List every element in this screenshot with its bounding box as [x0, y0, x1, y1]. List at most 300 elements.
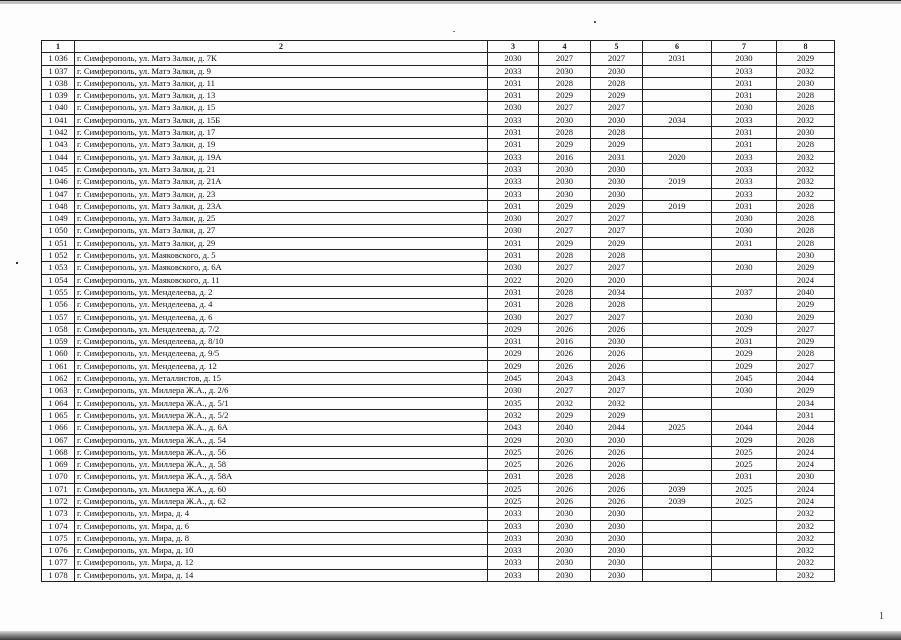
cell-year-col-5: 2026 — [591, 459, 643, 471]
cell-year-col-7 — [712, 545, 777, 557]
cell-row-number: 1 039 — [42, 90, 75, 102]
column-header: 5 — [591, 41, 643, 53]
cell-year-col-7: 2030 — [712, 225, 777, 237]
cell-row-number: 1 076 — [42, 545, 75, 557]
cell-row-number: 1 056 — [42, 299, 75, 311]
cell-year-col-6 — [643, 471, 712, 483]
cell-year-col-6 — [643, 569, 712, 581]
table-row — [42, 299, 835, 311]
cell-year-col-7: 2030 — [712, 385, 777, 397]
cell-year-col-4: 2028 — [539, 250, 591, 262]
cell-year-col-4: 2026 — [539, 360, 591, 372]
table-row — [42, 409, 835, 421]
table-row — [42, 385, 835, 397]
cell-year-col-3: 2031 — [488, 336, 539, 348]
cell-year-col-3: 2035 — [488, 397, 539, 409]
table-row — [42, 557, 835, 569]
cell-year-col-6 — [643, 163, 712, 175]
cell-year-col-8: 2034 — [777, 397, 835, 409]
cell-year-col-3: 2031 — [488, 77, 539, 89]
cell-row-number: 1 070 — [42, 471, 75, 483]
cell-year-col-3: 2022 — [488, 274, 539, 286]
cell-address: г. Симферополь, ул. Миллера Ж.А., д. 58А — [75, 471, 488, 483]
cell-year-col-5: 2030 — [591, 508, 643, 520]
cell-year-col-5: 2029 — [591, 139, 643, 151]
cell-year-col-3: 2033 — [488, 545, 539, 557]
cell-year-col-7: 2031 — [712, 200, 777, 212]
cell-row-number: 1 073 — [42, 508, 75, 520]
cell-year-col-5: 2030 — [591, 520, 643, 532]
cell-address: г. Симферополь, ул. Металлистов, д. 15 — [75, 373, 488, 385]
cell-year-col-3: 2033 — [488, 163, 539, 175]
cell-year-col-4: 2027 — [539, 262, 591, 274]
cell-row-number: 1 061 — [42, 360, 75, 372]
cell-year-col-8: 2040 — [777, 286, 835, 298]
cell-address: г. Симферополь, ул. Менделеева, д. 2 — [75, 286, 488, 298]
table-row — [42, 422, 835, 434]
cell-address: г. Симферополь, ул. Матэ Залки, д. 25 — [75, 213, 488, 225]
cell-year-col-4: 2029 — [539, 237, 591, 249]
cell-row-number: 1 062 — [42, 373, 75, 385]
table-row — [42, 336, 835, 348]
table-header-row — [42, 41, 835, 53]
cell-year-col-8: 2044 — [777, 422, 835, 434]
table-row — [42, 286, 835, 298]
cell-year-col-4: 2030 — [539, 508, 591, 520]
cell-year-col-4: 2016 — [539, 151, 591, 163]
cell-row-number: 1 043 — [42, 139, 75, 151]
cell-address: г. Симферополь, ул. Менделеева, д. 6 — [75, 311, 488, 323]
cell-year-col-5: 2034 — [591, 286, 643, 298]
cell-year-col-6 — [643, 520, 712, 532]
cell-year-col-7: 2033 — [712, 163, 777, 175]
table-row — [42, 250, 835, 262]
cell-year-col-6 — [643, 299, 712, 311]
cell-address: г. Симферополь, ул. Маяковского, д. 5 — [75, 250, 488, 262]
cell-year-col-8: 2032 — [777, 545, 835, 557]
table-row — [42, 495, 835, 507]
cell-year-col-8: 2028 — [777, 90, 835, 102]
cell-year-col-4: 2030 — [539, 176, 591, 188]
cell-year-col-3: 2033 — [488, 508, 539, 520]
cell-year-col-6 — [643, 139, 712, 151]
table-row — [42, 545, 835, 557]
cell-year-col-3: 2025 — [488, 446, 539, 458]
cell-year-col-3: 2031 — [488, 200, 539, 212]
cell-year-col-8: 2024 — [777, 495, 835, 507]
cell-year-col-3: 2032 — [488, 409, 539, 421]
cell-year-col-5: 2029 — [591, 409, 643, 421]
cell-row-number: 1 036 — [42, 53, 75, 65]
cell-year-col-6 — [643, 373, 712, 385]
cell-year-col-4: 2016 — [539, 336, 591, 348]
scan-speck — [594, 21, 596, 23]
cell-year-col-4: 2028 — [539, 127, 591, 139]
column-header: 8 — [777, 41, 835, 53]
cell-year-col-8: 2028 — [777, 102, 835, 114]
table-row — [42, 434, 835, 446]
cell-year-col-6 — [643, 459, 712, 471]
cell-year-col-6 — [643, 545, 712, 557]
cell-address: г. Симферополь, ул. Миллера Ж.А., д. 6А — [75, 422, 488, 434]
cell-year-col-7: 2031 — [712, 139, 777, 151]
cell-year-col-4: 2030 — [539, 545, 591, 557]
cell-year-col-5: 2027 — [591, 262, 643, 274]
table-row — [42, 237, 835, 249]
cell-year-col-6 — [643, 557, 712, 569]
cell-year-col-8: 2032 — [777, 532, 835, 544]
cell-year-col-5: 2032 — [591, 397, 643, 409]
cell-year-col-8: 2032 — [777, 188, 835, 200]
cell-year-col-4: 2030 — [539, 557, 591, 569]
table-row — [42, 188, 835, 200]
cell-year-col-6 — [643, 336, 712, 348]
cell-year-col-4: 2028 — [539, 299, 591, 311]
scan-top-line — [0, 0, 901, 1]
cell-address: г. Симферополь, ул. Менделеева, д. 4 — [75, 299, 488, 311]
cell-year-col-7: 2037 — [712, 286, 777, 298]
table-row — [42, 225, 835, 237]
cell-year-col-3: 2031 — [488, 139, 539, 151]
cell-address: г. Симферополь, ул. Мира, д. 6 — [75, 520, 488, 532]
cell-row-number: 1 074 — [42, 520, 75, 532]
cell-year-col-8: 2024 — [777, 446, 835, 458]
cell-year-col-8: 2028 — [777, 213, 835, 225]
cell-year-col-8: 2028 — [777, 348, 835, 360]
cell-year-col-4: 2043 — [539, 373, 591, 385]
cell-year-col-6 — [643, 348, 712, 360]
cell-year-col-5: 2028 — [591, 250, 643, 262]
cell-row-number: 1 063 — [42, 385, 75, 397]
cell-year-col-5: 2027 — [591, 102, 643, 114]
cell-year-col-3: 2031 — [488, 250, 539, 262]
cell-year-col-4: 2030 — [539, 434, 591, 446]
cell-row-number: 1 050 — [42, 225, 75, 237]
cell-year-col-7 — [712, 409, 777, 421]
cell-year-col-6 — [643, 90, 712, 102]
cell-year-col-5: 2027 — [591, 213, 643, 225]
cell-year-col-3: 2029 — [488, 360, 539, 372]
cell-year-col-6 — [643, 323, 712, 335]
cell-year-col-7: 2025 — [712, 459, 777, 471]
cell-year-col-4: 2030 — [539, 532, 591, 544]
cell-year-col-6 — [643, 188, 712, 200]
cell-year-col-7 — [712, 250, 777, 262]
cell-year-col-8: 2032 — [777, 163, 835, 175]
cell-year-col-8: 2029 — [777, 385, 835, 397]
cell-year-col-5: 2030 — [591, 532, 643, 544]
cell-year-col-8: 2028 — [777, 139, 835, 151]
cell-row-number: 1 064 — [42, 397, 75, 409]
cell-year-col-7: 2045 — [712, 373, 777, 385]
cell-year-col-5: 2026 — [591, 360, 643, 372]
cell-address: г. Симферополь, ул. Матэ Залки, д. 15Б — [75, 114, 488, 126]
cell-year-col-6 — [643, 225, 712, 237]
cell-address: г. Симферополь, ул. Матэ Залки, д. 15 — [75, 102, 488, 114]
cell-year-col-4: 2026 — [539, 323, 591, 335]
cell-year-col-6 — [643, 360, 712, 372]
cell-address: г. Симферополь, ул. Матэ Залки, д. 13 — [75, 90, 488, 102]
cell-year-col-8: 2032 — [777, 508, 835, 520]
cell-year-col-7: 2031 — [712, 90, 777, 102]
cell-year-col-3: 2030 — [488, 385, 539, 397]
cell-year-col-7: 2025 — [712, 483, 777, 495]
cell-address: г. Симферополь, ул. Матэ Залки, д. 21 — [75, 163, 488, 175]
table-row — [42, 508, 835, 520]
table-row — [42, 311, 835, 323]
cell-address: г. Симферополь, ул. Матэ Залки, д. 21А — [75, 176, 488, 188]
cell-year-col-3: 2030 — [488, 213, 539, 225]
cell-year-col-8: 2029 — [777, 336, 835, 348]
cell-year-col-5: 2026 — [591, 348, 643, 360]
cell-row-number: 1 049 — [42, 213, 75, 225]
cell-row-number: 1 038 — [42, 77, 75, 89]
cell-year-col-7: 2025 — [712, 446, 777, 458]
cell-address: г. Симферополь, ул. Миллера Ж.А., д. 54 — [75, 434, 488, 446]
cell-year-col-4: 2029 — [539, 409, 591, 421]
cell-address: г. Симферополь, ул. Миллера Ж.А., д. 5/1 — [75, 397, 488, 409]
cell-year-col-4: 2027 — [539, 213, 591, 225]
cell-address: г. Симферополь, ул. Матэ Залки, д. 29 — [75, 237, 488, 249]
cell-year-col-7 — [712, 532, 777, 544]
cell-year-col-4: 2026 — [539, 483, 591, 495]
cell-year-col-6: 2020 — [643, 151, 712, 163]
cell-year-col-8: 2029 — [777, 299, 835, 311]
table-row — [42, 262, 835, 274]
cell-row-number: 1 047 — [42, 188, 75, 200]
table-row — [42, 139, 835, 151]
cell-year-col-7: 2031 — [712, 127, 777, 139]
cell-year-col-3: 2031 — [488, 471, 539, 483]
cell-year-col-7: 2030 — [712, 311, 777, 323]
cell-year-col-8: 2030 — [777, 471, 835, 483]
table-row — [42, 446, 835, 458]
cell-year-col-3: 2030 — [488, 225, 539, 237]
cell-year-col-5: 2028 — [591, 471, 643, 483]
cell-address: г. Симферополь, ул. Мира, д. 12 — [75, 557, 488, 569]
table-row — [42, 151, 835, 163]
cell-year-col-4: 2030 — [539, 163, 591, 175]
cell-year-col-8: 2032 — [777, 65, 835, 77]
cell-year-col-4: 2026 — [539, 459, 591, 471]
cell-year-col-6: 2034 — [643, 114, 712, 126]
cell-year-col-3: 2033 — [488, 151, 539, 163]
cell-address: г. Симферополь, ул. Матэ Залки, д. 23 — [75, 188, 488, 200]
cell-year-col-5: 2043 — [591, 373, 643, 385]
cell-year-col-7: 2030 — [712, 53, 777, 65]
cell-year-col-4: 2029 — [539, 139, 591, 151]
table-body — [42, 53, 835, 582]
cell-row-number: 1 048 — [42, 200, 75, 212]
cell-year-col-3: 2045 — [488, 373, 539, 385]
cell-row-number: 1 068 — [42, 446, 75, 458]
cell-year-col-7: 2029 — [712, 323, 777, 335]
cell-year-col-8: 2024 — [777, 274, 835, 286]
cell-row-number: 1 075 — [42, 532, 75, 544]
cell-year-col-5: 2030 — [591, 163, 643, 175]
cell-year-col-7 — [712, 397, 777, 409]
cell-year-col-7: 2033 — [712, 176, 777, 188]
cell-year-col-8: 2030 — [777, 77, 835, 89]
cell-year-col-4: 2028 — [539, 471, 591, 483]
cell-year-col-6 — [643, 274, 712, 286]
cell-year-col-4: 2032 — [539, 397, 591, 409]
cell-year-col-7 — [712, 299, 777, 311]
cell-year-col-7: 2031 — [712, 336, 777, 348]
table-row — [42, 323, 835, 335]
cell-year-col-5: 2027 — [591, 311, 643, 323]
cell-row-number: 1 045 — [42, 163, 75, 175]
cell-year-col-7 — [712, 274, 777, 286]
table-row — [42, 569, 835, 581]
column-header: 6 — [643, 41, 712, 53]
cell-year-col-8: 2032 — [777, 176, 835, 188]
cell-year-col-4: 2040 — [539, 422, 591, 434]
table-row — [42, 176, 835, 188]
cell-year-col-3: 2043 — [488, 422, 539, 434]
cell-year-col-8: 2029 — [777, 311, 835, 323]
cell-year-col-6: 2031 — [643, 53, 712, 65]
cell-year-col-3: 2029 — [488, 434, 539, 446]
cell-year-col-3: 2033 — [488, 532, 539, 544]
table-row — [42, 90, 835, 102]
cell-year-col-5: 2030 — [591, 336, 643, 348]
cell-address: г. Симферополь, ул. Матэ Залки, д. 7К — [75, 53, 488, 65]
cell-year-col-5: 2027 — [591, 385, 643, 397]
cell-year-col-7: 2029 — [712, 348, 777, 360]
cell-year-col-4: 2026 — [539, 348, 591, 360]
cell-year-col-7: 2044 — [712, 422, 777, 434]
cell-year-col-8: 2024 — [777, 459, 835, 471]
cell-year-col-8: 2032 — [777, 557, 835, 569]
cell-year-col-3: 2031 — [488, 286, 539, 298]
cell-address: г. Симферополь, ул. Матэ Залки, д. 27 — [75, 225, 488, 237]
cell-address: г. Симферополь, ул. Мира, д. 8 — [75, 532, 488, 544]
cell-year-col-6 — [643, 508, 712, 520]
cell-year-col-3: 2033 — [488, 114, 539, 126]
cell-year-col-7: 2033 — [712, 151, 777, 163]
cell-year-col-7 — [712, 569, 777, 581]
cell-address: г. Симферополь, ул. Матэ Залки, д. 23А — [75, 200, 488, 212]
cell-year-col-3: 2029 — [488, 323, 539, 335]
table-row — [42, 483, 835, 495]
table-row — [42, 77, 835, 89]
cell-row-number: 1 044 — [42, 151, 75, 163]
cell-year-col-5: 2030 — [591, 176, 643, 188]
table-row — [42, 348, 835, 360]
cell-year-col-3: 2033 — [488, 65, 539, 77]
housing-schedule-table — [41, 40, 835, 582]
cell-address: г. Симферополь, ул. Матэ Залки, д. 9 — [75, 65, 488, 77]
cell-year-col-5: 2030 — [591, 65, 643, 77]
cell-address: г. Симферополь, ул. Маяковского, д. 6А — [75, 262, 488, 274]
cell-row-number: 1 072 — [42, 495, 75, 507]
cell-year-col-3: 2025 — [488, 459, 539, 471]
table-row — [42, 200, 835, 212]
cell-year-col-6 — [643, 409, 712, 421]
cell-year-col-4: 2027 — [539, 102, 591, 114]
cell-year-col-6 — [643, 65, 712, 77]
cell-address: г. Симферополь, ул. Мира, д. 4 — [75, 508, 488, 520]
cell-row-number: 1 040 — [42, 102, 75, 114]
cell-year-col-6 — [643, 102, 712, 114]
cell-year-col-3: 2033 — [488, 569, 539, 581]
cell-year-col-6: 2025 — [643, 422, 712, 434]
cell-year-col-8: 2027 — [777, 360, 835, 372]
cell-year-col-5: 2028 — [591, 127, 643, 139]
cell-year-col-5: 2030 — [591, 545, 643, 557]
cell-year-col-8: 2028 — [777, 225, 835, 237]
cell-year-col-6 — [643, 397, 712, 409]
table-row — [42, 471, 835, 483]
cell-year-col-8: 2027 — [777, 323, 835, 335]
table-row — [42, 274, 835, 286]
table-row — [42, 397, 835, 409]
cell-year-col-3: 2033 — [488, 520, 539, 532]
cell-row-number: 1 067 — [42, 434, 75, 446]
cell-row-number: 1 078 — [42, 569, 75, 581]
cell-address: г. Симферополь, ул. Маяковского, д. 11 — [75, 274, 488, 286]
cell-year-col-8: 2029 — [777, 53, 835, 65]
cell-year-col-8: 2032 — [777, 520, 835, 532]
cell-address: г. Симферополь, ул. Матэ Залки, д. 19А — [75, 151, 488, 163]
table-row — [42, 163, 835, 175]
cell-year-col-8: 2031 — [777, 409, 835, 421]
cell-year-col-5: 2030 — [591, 569, 643, 581]
cell-address: г. Симферополь, ул. Менделеева, д. 8/10 — [75, 336, 488, 348]
cell-year-col-6 — [643, 385, 712, 397]
cell-year-col-6: 2039 — [643, 495, 712, 507]
cell-year-col-5: 2029 — [591, 200, 643, 212]
cell-address: г. Симферополь, ул. Мира, д. 14 — [75, 569, 488, 581]
cell-row-number: 1 060 — [42, 348, 75, 360]
cell-year-col-8: 2028 — [777, 434, 835, 446]
cell-year-col-7: 2031 — [712, 471, 777, 483]
scan-speck — [16, 262, 18, 264]
cell-year-col-7: 2031 — [712, 237, 777, 249]
cell-year-col-3: 2033 — [488, 188, 539, 200]
cell-year-col-8: 2028 — [777, 200, 835, 212]
table-row — [42, 53, 835, 65]
cell-year-col-4: 2030 — [539, 114, 591, 126]
cell-address: г. Симферополь, ул. Матэ Залки, д. 17 — [75, 127, 488, 139]
cell-year-col-7 — [712, 557, 777, 569]
cell-year-col-8: 2024 — [777, 483, 835, 495]
cell-year-col-4: 2027 — [539, 385, 591, 397]
cell-year-col-7: 2030 — [712, 102, 777, 114]
cell-address: г. Симферополь, ул. Мира, д. 10 — [75, 545, 488, 557]
cell-year-col-6 — [643, 262, 712, 274]
cell-year-col-5: 2030 — [591, 188, 643, 200]
cell-year-col-6 — [643, 286, 712, 298]
cell-year-col-3: 2030 — [488, 102, 539, 114]
cell-year-col-6 — [643, 213, 712, 225]
cell-year-col-7: 2030 — [712, 213, 777, 225]
cell-year-col-7 — [712, 520, 777, 532]
cell-row-number: 1 041 — [42, 114, 75, 126]
cell-year-col-8: 2032 — [777, 151, 835, 163]
cell-year-col-5: 2026 — [591, 483, 643, 495]
cell-year-col-6 — [643, 237, 712, 249]
cell-address: г. Симферополь, ул. Миллера Ж.А., д. 2/6 — [75, 385, 488, 397]
table-row — [42, 213, 835, 225]
table-row — [42, 65, 835, 77]
cell-year-col-4: 2030 — [539, 188, 591, 200]
cell-year-col-6 — [643, 446, 712, 458]
cell-year-col-7: 2031 — [712, 77, 777, 89]
cell-year-col-4: 2027 — [539, 53, 591, 65]
cell-year-col-3: 2033 — [488, 557, 539, 569]
